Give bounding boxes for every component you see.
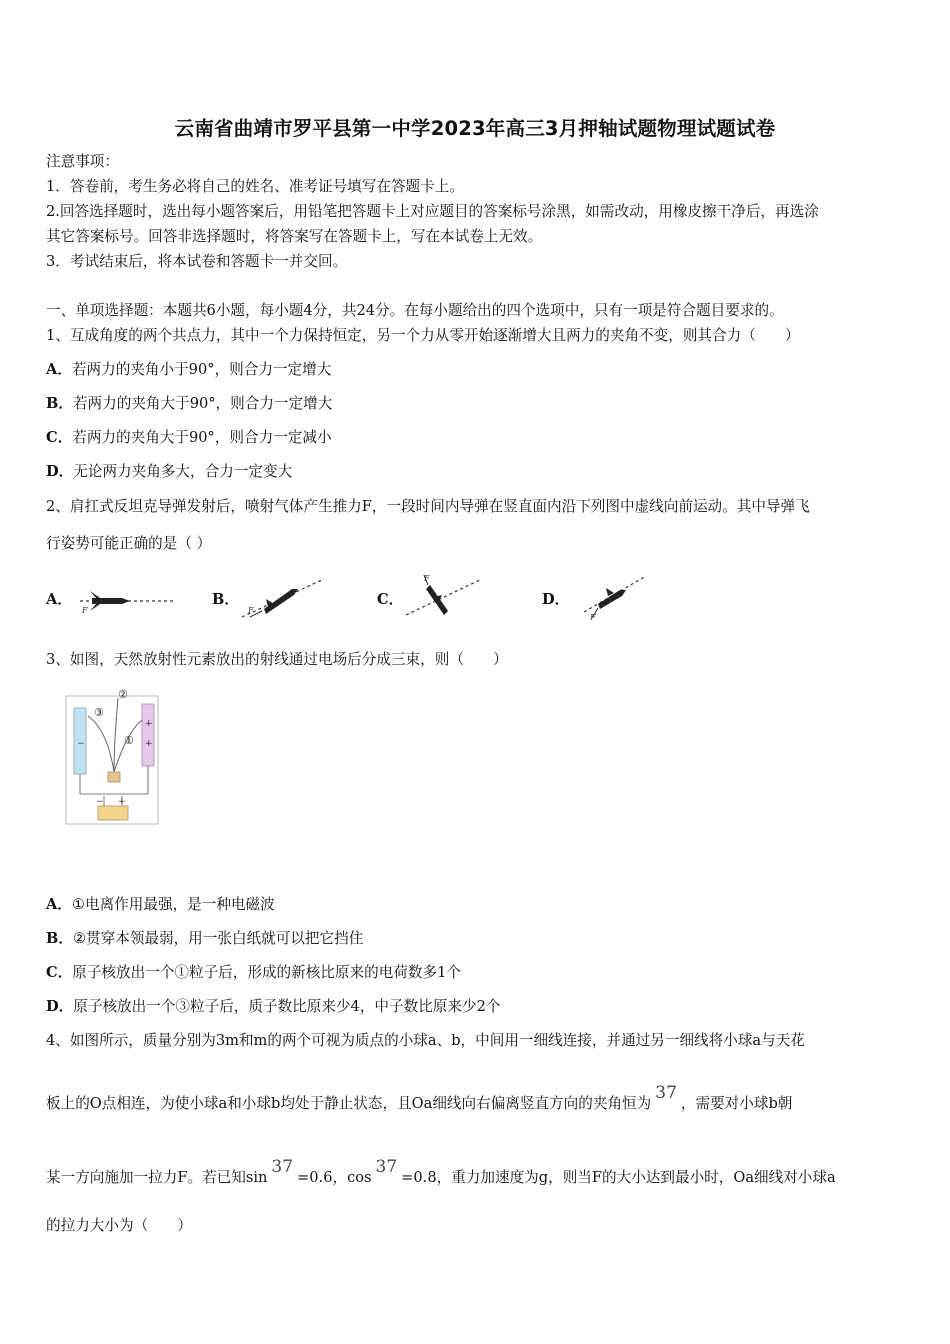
q1-option-b: B．若两力的夹角大于90°，则合力一定增大 [46, 395, 333, 412]
q3-option-c: C．原子核放出一个①粒子后，形成的新核比原来的电荷数多1个 [46, 964, 461, 981]
note-item: 2.回答选择题时，选出每小题答案后，用铅笔把答题卡上对应题目的答案标号涂黑，如需改动，用橡皮擦干净后，再选涂 [46, 203, 819, 220]
question-4-stem: 4、如图所示，质量分别为3m和m的两个可视为质点的小球a、b，中间用一细线连接，并通过另一细线将小球a与天花 [46, 1032, 805, 1049]
radiation-field-diagram [64, 686, 160, 826]
svg-text:F: F [82, 606, 88, 615]
missile-diagram-a [70, 585, 180, 615]
q3-option-a: A．①电离作用最强，是一种电磁波 [46, 896, 275, 913]
note-item: 1．答卷前，考生务必将自己的姓名、准考证号填写在答题卡上。 [46, 178, 464, 195]
svg-text:F: F [590, 613, 596, 622]
question-1-stem: 1、互成角度的两个共点力，其中一个力保持恒定，另一个力从零开始逐渐增大且两力的夹角不变，则其合力（ ） [46, 327, 800, 344]
question-4-stem-cont: 某一方向施加一拉力F。若已知sin37=0.6，cos37=0.8，重力加速度为g，则当F的大小达到最小时，Oa细线对小球a [46, 1157, 836, 1186]
question-4-stem-cont: 板上的O点相连，为使小球a和小球b均处于静止状态，且Oa细线向右偏离竖直方向的夹角恒为37，需要对小球b朝 [46, 1083, 793, 1112]
q3-option-b: B．②贯穿本领最弱，用一张白纸就可以把它挡住 [46, 930, 364, 947]
question-3-stem: 3、如图，天然放射性元素放出的射线通过电场后分成三束，则（ ） [46, 651, 508, 668]
missile-diagram-b [236, 573, 326, 621]
svg-text:+: + [118, 797, 126, 807]
section-heading: 一、单项选择题：本题共6小题，每小题4分，共24分。在每小题给出的四个选项中，只有一项是符合题目要求的。 [46, 302, 784, 319]
q3-option-d: D．原子核放出一个③粒子后，质子数比原来少4，中子数比原来少2个 [46, 998, 501, 1015]
question-4-stem-cont: 的拉力大小为（ ） [46, 1217, 192, 1234]
q2-option-a-label: A． [46, 591, 72, 608]
question-2-stem-cont: 行姿势可能正确的是（ ） [46, 535, 212, 552]
svg-text:②: ② [118, 688, 128, 701]
q2-option-d-label: D． [542, 591, 570, 608]
q2-option-c-label: C． [377, 591, 404, 608]
q2-option-b-label: B． [212, 591, 239, 608]
notes-heading: 注意事项： [46, 153, 119, 170]
note-item: 其它答案标号。回答非选择题时，将答案写在答题卡上，写在本试卷上无效。 [46, 228, 543, 245]
page-title: 云南省曲靖市罗平县第一中学2023年高三3月押轴试题物理试题试卷 [174, 117, 776, 140]
svg-text:+: + [145, 719, 153, 729]
svg-text:F: F [248, 606, 254, 615]
q1-option-d: D．无论两力夹角多大，合力一定变大 [46, 463, 293, 480]
svg-text:①: ① [124, 734, 134, 747]
missile-diagram-c [402, 571, 487, 623]
svg-text:−: − [96, 797, 104, 807]
note-item: 3．考试结束后，将本试卷和答题卡一并交回。 [46, 253, 348, 270]
svg-text:③: ③ [94, 706, 104, 719]
missile-diagram-d [580, 572, 650, 622]
svg-text:−: − [77, 739, 85, 749]
svg-text:+: + [145, 739, 153, 749]
question-2-stem: 2、肩扛式反坦克导弹发射后，喷射气体产生推力F，一段时间内导弹在竖直面内沿下列图中虚线向前运动。其中导弹飞 [46, 498, 810, 515]
q1-option-c: C．若两力的夹角大于90°，则合力一定减小 [46, 429, 332, 446]
q1-option-a: A．若两力的夹角小于90°，则合力一定增大 [46, 361, 332, 378]
svg-text:F: F [424, 574, 430, 583]
